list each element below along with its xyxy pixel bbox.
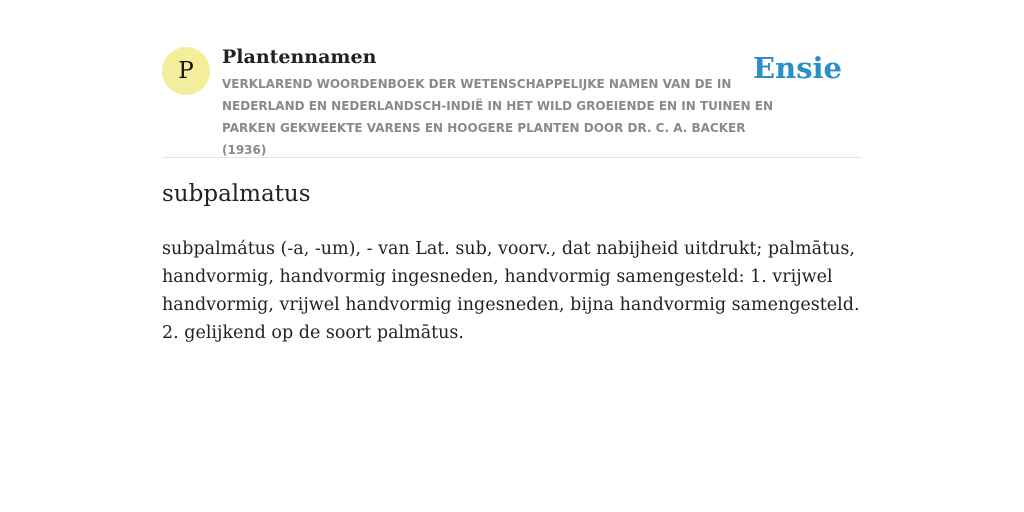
header-divider (162, 157, 862, 158)
source-avatar: P (162, 47, 210, 95)
source-title[interactable]: Plantennamen (222, 46, 377, 68)
entry-term: subpalmatus (162, 181, 311, 207)
ensie-logo-link[interactable]: Ensie (753, 51, 842, 85)
entry-definition: subpalmátus (-a, -um), - van Lat. sub, voorv., dat nabijheid uitdrukt; palmātus, handvormig, handvormig ingesneden, handvormig samengesteld: 1. vrijwel handvormig, vrijwel handvormig ingesneden, bijna handvormig samengesteld. 2. gelijkend op de soort palmātus. (162, 239, 860, 343)
source-subtitle: VERKLAREND WOORDENBOEK DER WETENSCHAPPELIJKE NAMEN VAN DE IN NEDERLAND EN NEDERLANDSCH-INDIË IN HET WILD GROEIENDE EN IN TUINEN EN PARKEN GEKWEEKTE VARENS EN HOOGERE PLANTEN DOOR DR. C. A. BACKER (1936) (222, 77, 774, 157)
